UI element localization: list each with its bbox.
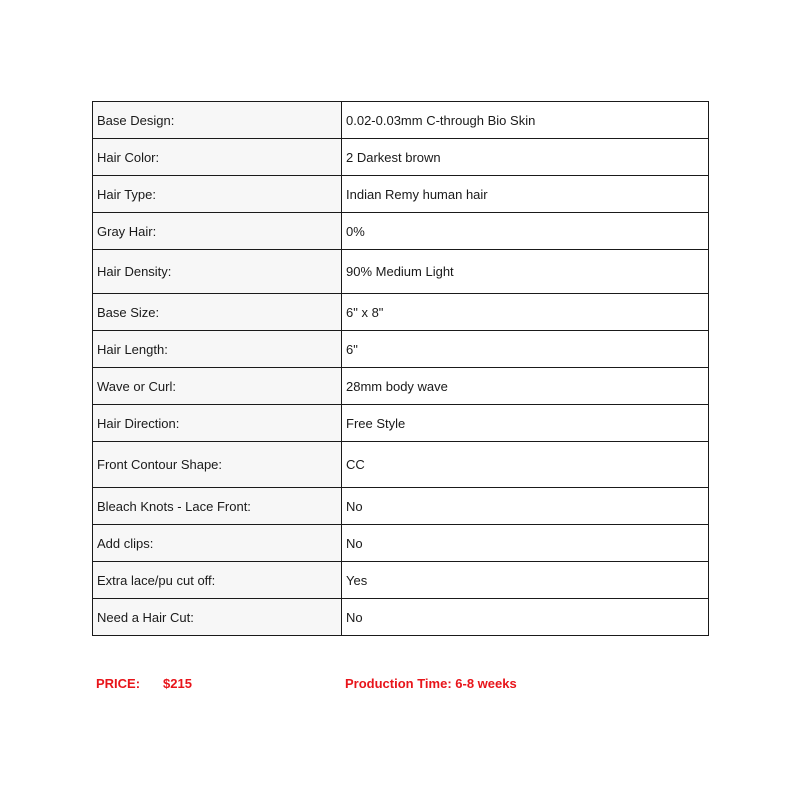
spec-label: Base Size: xyxy=(93,294,342,331)
spec-value: 0% xyxy=(342,213,709,250)
price-footer xyxy=(96,676,706,694)
spec-value: Indian Remy human hair xyxy=(342,176,709,213)
spec-value: No xyxy=(342,525,709,562)
spec-value: 28mm body wave xyxy=(342,368,709,405)
spec-label: Hair Type: xyxy=(93,176,342,213)
spec-value: 6" x 8" xyxy=(342,294,709,331)
spec-label: Hair Density: xyxy=(93,250,342,294)
spec-value: 2 Darkest brown xyxy=(342,139,709,176)
table-row xyxy=(93,176,709,213)
production-time: Production Time: 6-8 weeks xyxy=(345,676,517,691)
spec-value: No xyxy=(342,599,709,636)
spec-label: Hair Color: xyxy=(93,139,342,176)
spec-value: 0.02-0.03mm C-through Bio Skin xyxy=(342,102,709,139)
price-value: $215 xyxy=(163,676,192,691)
table-row xyxy=(93,213,709,250)
spec-value: CC xyxy=(342,442,709,488)
spec-value: 6" xyxy=(342,331,709,368)
spec-label: Wave or Curl: xyxy=(93,368,342,405)
spec-table xyxy=(92,101,709,636)
spec-value: Yes xyxy=(342,562,709,599)
spec-label: Bleach Knots - Lace Front: xyxy=(93,488,342,525)
table-row xyxy=(93,250,709,294)
price-label: PRICE: xyxy=(96,676,141,691)
table-row xyxy=(93,488,709,525)
spec-value: 90% Medium Light xyxy=(342,250,709,294)
table-row xyxy=(93,405,709,442)
spec-value: No xyxy=(342,488,709,525)
table-row xyxy=(93,139,709,176)
spec-label: Add clips: xyxy=(93,525,342,562)
spec-label: Need a Hair Cut: xyxy=(93,599,342,636)
table-row xyxy=(93,294,709,331)
table-row xyxy=(93,102,709,139)
spec-label: Hair Direction: xyxy=(93,405,342,442)
table-row xyxy=(93,525,709,562)
spec-label: Base Design: xyxy=(93,102,342,139)
spec-label: Extra lace/pu cut off: xyxy=(93,562,342,599)
spec-label: Front Contour Shape: xyxy=(93,442,342,488)
spec-label: Gray Hair: xyxy=(93,213,342,250)
table-row xyxy=(93,442,709,488)
table-row xyxy=(93,368,709,405)
spec-value: Free Style xyxy=(342,405,709,442)
spec-label: Hair Length: xyxy=(93,331,342,368)
table-row xyxy=(93,599,709,636)
table-row xyxy=(93,331,709,368)
table-row xyxy=(93,562,709,599)
